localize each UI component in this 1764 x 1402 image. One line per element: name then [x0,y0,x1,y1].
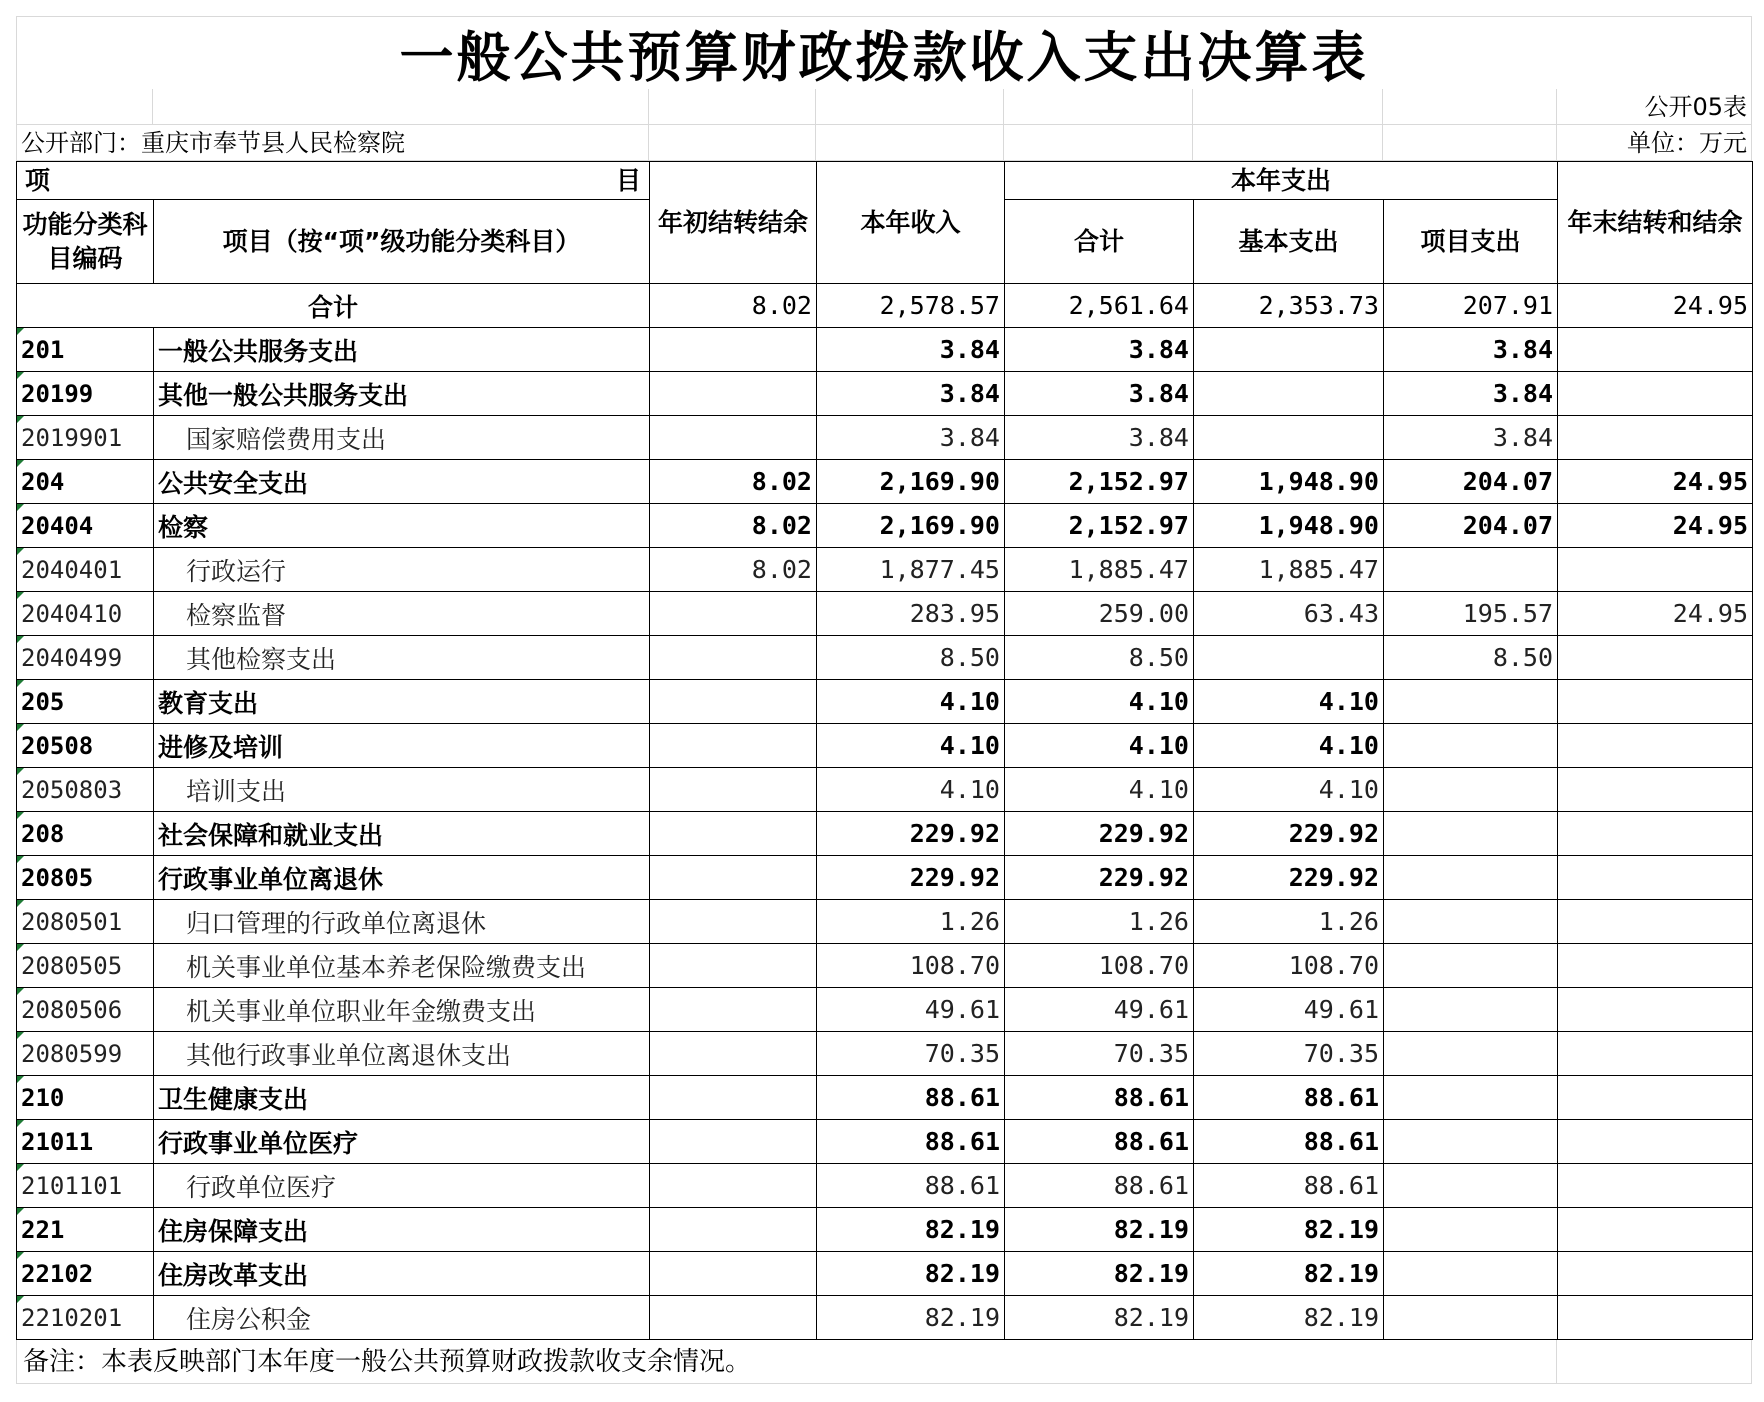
cell-income: 88.61 [817,1164,1005,1208]
subject-name: 行政事业单位离退休 [154,856,650,900]
cell-total: 1,885.47 [1005,548,1194,592]
subject-name: 进修及培训 [154,724,650,768]
unit-label: 单位：万元 [1557,125,1752,161]
cell-basic: 82.19 [1194,1208,1384,1252]
cell-end [1558,944,1753,988]
cell-income: 108.70 [817,944,1005,988]
cell-basic: 229.92 [1194,812,1384,856]
subject-name: 行政运行 [154,548,650,592]
header-income: 本年收入 [817,162,1005,284]
cell-marker-icon [17,1252,24,1259]
table-row [17,548,1753,592]
subject-name: 教育支出 [154,680,650,724]
table-row [17,812,1753,856]
cell-basic: 63.43 [1194,592,1384,636]
cell-begin [650,812,817,856]
table-row [17,724,1753,768]
table-row [17,900,1753,944]
cell-project: 204.07 [1384,504,1558,548]
cell-end [1558,416,1753,460]
table-row [17,988,1753,1032]
total-basic: 2,353.73 [1194,284,1384,328]
cell-marker-icon [17,856,24,863]
header-item-left: 项 [25,165,51,195]
header-basic: 基本支出 [1194,200,1384,284]
subject-code: 210 [21,1083,65,1112]
cell-total: 82.19 [1005,1252,1194,1296]
total-label: 合计 [17,284,650,328]
cell-project [1384,944,1558,988]
department-label: 公开部门：重庆市奉节县人民检察院 [16,125,649,161]
subject-code-cell [17,1252,154,1296]
cell-end: 24.95 [1558,504,1753,548]
header-name: 项目（按“项”级功能分类科目） [154,200,650,284]
total-begin: 8.02 [650,284,817,328]
cell-end [1558,812,1753,856]
cell-project [1384,768,1558,812]
subject-code-cell [17,988,154,1032]
cell-project [1384,1164,1558,1208]
subject-name: 公共安全支出 [154,460,650,504]
cell-basic: 82.19 [1194,1252,1384,1296]
subject-code: 2101101 [21,1171,123,1200]
cell-income: 1,877.45 [817,548,1005,592]
department-row [16,125,1752,161]
total-project: 207.91 [1384,284,1558,328]
cell-begin [650,680,817,724]
subject-name: 住房改革支出 [154,1252,650,1296]
cell-project: 3.84 [1384,416,1558,460]
cell-basic [1194,416,1384,460]
cell-project [1384,724,1558,768]
cell-marker-icon [17,988,24,995]
cell-begin [650,988,817,1032]
subject-code: 221 [21,1215,65,1244]
subject-code-cell [17,1076,154,1120]
subject-code-cell [17,636,154,680]
cell-marker-icon [17,1076,24,1083]
cell-basic: 70.35 [1194,1032,1384,1076]
cell-begin [650,856,817,900]
table-row [17,1252,1753,1296]
cell-income: 3.84 [817,372,1005,416]
cell-total: 229.92 [1005,812,1194,856]
cell-end [1558,372,1753,416]
subject-code: 20805 [21,863,94,892]
cell-end [1558,328,1753,372]
cell-project: 3.84 [1384,372,1558,416]
subject-code: 2210201 [21,1303,123,1332]
cell-end [1558,1164,1753,1208]
subject-name: 其他一般公共服务支出 [154,372,650,416]
cell-end [1558,1296,1753,1340]
table-row [17,1032,1753,1076]
cell-marker-icon [17,812,24,819]
cell-marker-icon [17,460,24,467]
cell-total: 8.50 [1005,636,1194,680]
cell-basic: 88.61 [1194,1120,1384,1164]
subject-name: 机关事业单位基本养老保险缴费支出 [154,944,650,988]
cell-end [1558,636,1753,680]
cell-end [1558,680,1753,724]
cell-income: 88.61 [817,1076,1005,1120]
cell-total: 3.84 [1005,372,1194,416]
subject-code: 22102 [21,1259,94,1288]
subject-code: 2040499 [21,643,123,672]
cell-basic: 4.10 [1194,768,1384,812]
cell-income: 229.92 [817,856,1005,900]
header-item-right: 目 [615,165,641,195]
cell-income: 82.19 [817,1208,1005,1252]
cell-total: 88.61 [1005,1076,1194,1120]
cell-begin [650,636,817,680]
cell-income: 8.50 [817,636,1005,680]
cell-income: 70.35 [817,1032,1005,1076]
subject-code: 2019901 [21,423,123,452]
subject-code-cell [17,856,154,900]
subject-code: 205 [21,687,65,716]
subject-code: 2080599 [21,1039,123,1068]
cell-basic: 4.10 [1194,724,1384,768]
cell-marker-icon [17,680,24,687]
cell-total: 88.61 [1005,1120,1194,1164]
cell-income: 88.61 [817,1120,1005,1164]
subject-name: 住房保障支出 [154,1208,650,1252]
cell-end [1558,900,1753,944]
header-item [17,162,650,200]
subject-code-cell [17,680,154,724]
cell-total: 3.84 [1005,328,1194,372]
table-row [17,944,1753,988]
cell-marker-icon [17,900,24,907]
cell-income: 2,169.90 [817,460,1005,504]
cell-begin: 8.02 [650,548,817,592]
report-title: 一般公共预算财政拨款收入支出决算表 [16,16,1752,89]
note-row [16,1340,1752,1384]
cell-begin [650,1252,817,1296]
cell-begin [650,1120,817,1164]
cell-total: 49.61 [1005,988,1194,1032]
cell-begin: 8.02 [650,460,817,504]
cell-basic: 1.26 [1194,900,1384,944]
table-row [17,328,1753,372]
cell-marker-icon [17,636,24,643]
cell-end [1558,1076,1753,1120]
cell-begin: 8.02 [650,504,817,548]
cell-basic: 88.61 [1194,1076,1384,1120]
cell-project: 8.50 [1384,636,1558,680]
subject-code-cell [17,1208,154,1252]
subject-code-cell [17,460,154,504]
cell-project: 3.84 [1384,328,1558,372]
table-row [17,416,1753,460]
cell-marker-icon [17,724,24,731]
cell-begin [650,768,817,812]
cell-begin [650,592,817,636]
subject-code-cell [17,1164,154,1208]
cell-marker-icon [17,1208,24,1215]
header-code: 功能分类科目编码 [17,200,154,284]
subject-name: 一般公共服务支出 [154,328,650,372]
cell-begin [650,1164,817,1208]
cell-basic: 1,948.90 [1194,460,1384,504]
subject-code-cell [17,812,154,856]
cell-income: 82.19 [817,1252,1005,1296]
cell-income: 82.19 [817,1296,1005,1340]
table-row [17,636,1753,680]
header-end-balance: 年末结转和结余 [1558,162,1753,284]
cell-income: 1.26 [817,900,1005,944]
cell-project [1384,1296,1558,1340]
cell-basic [1194,328,1384,372]
cell-project [1384,900,1558,944]
subject-code: 201 [21,335,65,364]
cell-begin [650,900,817,944]
cell-begin [650,328,817,372]
subject-name: 检察 [154,504,650,548]
cell-income: 4.10 [817,724,1005,768]
cell-basic: 1,885.47 [1194,548,1384,592]
cell-total: 1.26 [1005,900,1194,944]
table-row [17,1076,1753,1120]
cell-begin [650,944,817,988]
cell-total: 229.92 [1005,856,1194,900]
cell-end: 24.95 [1558,460,1753,504]
subject-name: 检察监督 [154,592,650,636]
cell-marker-icon [17,768,24,775]
cell-project [1384,1252,1558,1296]
cell-end [1558,548,1753,592]
subject-code-cell [17,504,154,548]
total-expense: 2,561.64 [1005,284,1194,328]
spreadsheet [16,16,1752,1384]
subject-code-cell [17,416,154,460]
cell-marker-icon [17,372,24,379]
cell-income: 229.92 [817,812,1005,856]
total-end: 24.95 [1558,284,1753,328]
subject-code-cell [17,592,154,636]
cell-total: 82.19 [1005,1208,1194,1252]
subject-code: 2080501 [21,907,123,936]
table-row [17,592,1753,636]
cell-basic: 88.61 [1194,1164,1384,1208]
table-row [17,1120,1753,1164]
subject-code-cell [17,724,154,768]
cell-project [1384,548,1558,592]
cell-total: 2,152.97 [1005,504,1194,548]
table-row [17,460,1753,504]
cell-begin [650,1076,817,1120]
cell-total: 4.10 [1005,768,1194,812]
cell-project [1384,812,1558,856]
cell-income: 3.84 [817,416,1005,460]
cell-marker-icon [17,1120,24,1127]
header-row-1 [17,162,1753,200]
cell-project [1384,1120,1558,1164]
table-row [17,1208,1753,1252]
subject-code: 2040401 [21,555,123,584]
cell-project [1384,680,1558,724]
subject-code: 2080505 [21,951,123,980]
cell-marker-icon [17,1032,24,1039]
subject-code-cell [17,1032,154,1076]
subject-code: 2080506 [21,995,123,1024]
cell-total: 4.10 [1005,680,1194,724]
cell-marker-icon [17,944,24,951]
cell-income: 2,169.90 [817,504,1005,548]
subject-code-cell [17,768,154,812]
cell-end [1558,1120,1753,1164]
cell-total: 259.00 [1005,592,1194,636]
cell-basic: 4.10 [1194,680,1384,724]
header-begin-balance: 年初结转结余 [650,162,817,284]
subject-name: 行政单位医疗 [154,1164,650,1208]
cell-marker-icon [17,504,24,511]
cell-total: 2,152.97 [1005,460,1194,504]
cell-income: 3.84 [817,328,1005,372]
subject-code: 2040410 [21,599,123,628]
subject-code-cell [17,372,154,416]
cell-end [1558,1252,1753,1296]
cell-end [1558,724,1753,768]
subject-code: 208 [21,819,65,848]
subject-code-cell [17,548,154,592]
table-row [17,1296,1753,1340]
cell-begin [650,416,817,460]
subject-name: 归口管理的行政单位离退休 [154,900,650,944]
cell-begin [650,372,817,416]
subject-code-cell [17,944,154,988]
cell-basic [1194,372,1384,416]
cell-end [1558,768,1753,812]
cell-income: 283.95 [817,592,1005,636]
header-expense-total: 合计 [1005,200,1194,284]
subject-name: 卫生健康支出 [154,1076,650,1120]
subject-code: 20199 [21,379,94,408]
cell-total: 4.10 [1005,724,1194,768]
table-row [17,504,1753,548]
subject-code: 20404 [21,511,94,540]
cell-total: 88.61 [1005,1164,1194,1208]
cell-project: 195.57 [1384,592,1558,636]
subject-code-cell [17,1296,154,1340]
subject-name: 培训支出 [154,768,650,812]
cell-marker-icon [17,1164,24,1171]
subject-name: 住房公积金 [154,1296,650,1340]
cell-end [1558,1032,1753,1076]
cell-total: 108.70 [1005,944,1194,988]
cell-end: 24.95 [1558,592,1753,636]
cell-income: 49.61 [817,988,1005,1032]
cell-basic: 49.61 [1194,988,1384,1032]
cell-marker-icon [17,592,24,599]
table-row [17,1164,1753,1208]
cell-project: 204.07 [1384,460,1558,504]
subject-name: 社会保障和就业支出 [154,812,650,856]
cell-end [1558,856,1753,900]
footnote: 备注：本表反映部门本年度一般公共预算财政拨款收支余情况。 [16,1340,1557,1384]
cell-begin [650,1032,817,1076]
subject-name: 其他行政事业单位离退休支出 [154,1032,650,1076]
table-number-row [16,89,1752,125]
subject-code: 20508 [21,731,94,760]
budget-table [16,161,1753,1340]
cell-basic: 82.19 [1194,1296,1384,1340]
cell-basic: 229.92 [1194,856,1384,900]
table-row [17,856,1753,900]
cell-begin [650,1296,817,1340]
table-row [17,680,1753,724]
cell-basic [1194,636,1384,680]
cell-total: 82.19 [1005,1296,1194,1340]
cell-project [1384,1032,1558,1076]
cell-project [1384,1076,1558,1120]
cell-end [1558,1208,1753,1252]
cell-begin [650,1208,817,1252]
total-row [17,284,1753,328]
header-project: 项目支出 [1384,200,1558,284]
cell-income: 4.10 [817,680,1005,724]
cell-total: 70.35 [1005,1032,1194,1076]
cell-end [1558,988,1753,1032]
header-expense-group: 本年支出 [1005,162,1558,200]
cell-income: 4.10 [817,768,1005,812]
cell-project [1384,1208,1558,1252]
table-row [17,372,1753,416]
table-row [17,768,1753,812]
cell-begin [650,724,817,768]
subject-code-cell [17,328,154,372]
subject-code-cell [17,1120,154,1164]
total-income: 2,578.57 [817,284,1005,328]
subject-code: 204 [21,467,65,496]
cell-basic: 108.70 [1194,944,1384,988]
cell-total: 3.84 [1005,416,1194,460]
cell-basic: 1,948.90 [1194,504,1384,548]
cell-project [1384,856,1558,900]
cell-marker-icon [17,328,24,335]
subject-code-cell [17,900,154,944]
cell-marker-icon [17,416,24,423]
subject-code: 21011 [21,1127,94,1156]
subject-name: 机关事业单位职业年金缴费支出 [154,988,650,1032]
subject-name: 国家赔偿费用支出 [154,416,650,460]
cell-marker-icon [17,1296,24,1303]
subject-name: 行政事业单位医疗 [154,1120,650,1164]
subject-code: 2050803 [21,775,123,804]
subject-name: 其他检察支出 [154,636,650,680]
cell-marker-icon [17,548,24,555]
table-number: 公开05表 [1557,89,1752,125]
cell-project [1384,988,1558,1032]
